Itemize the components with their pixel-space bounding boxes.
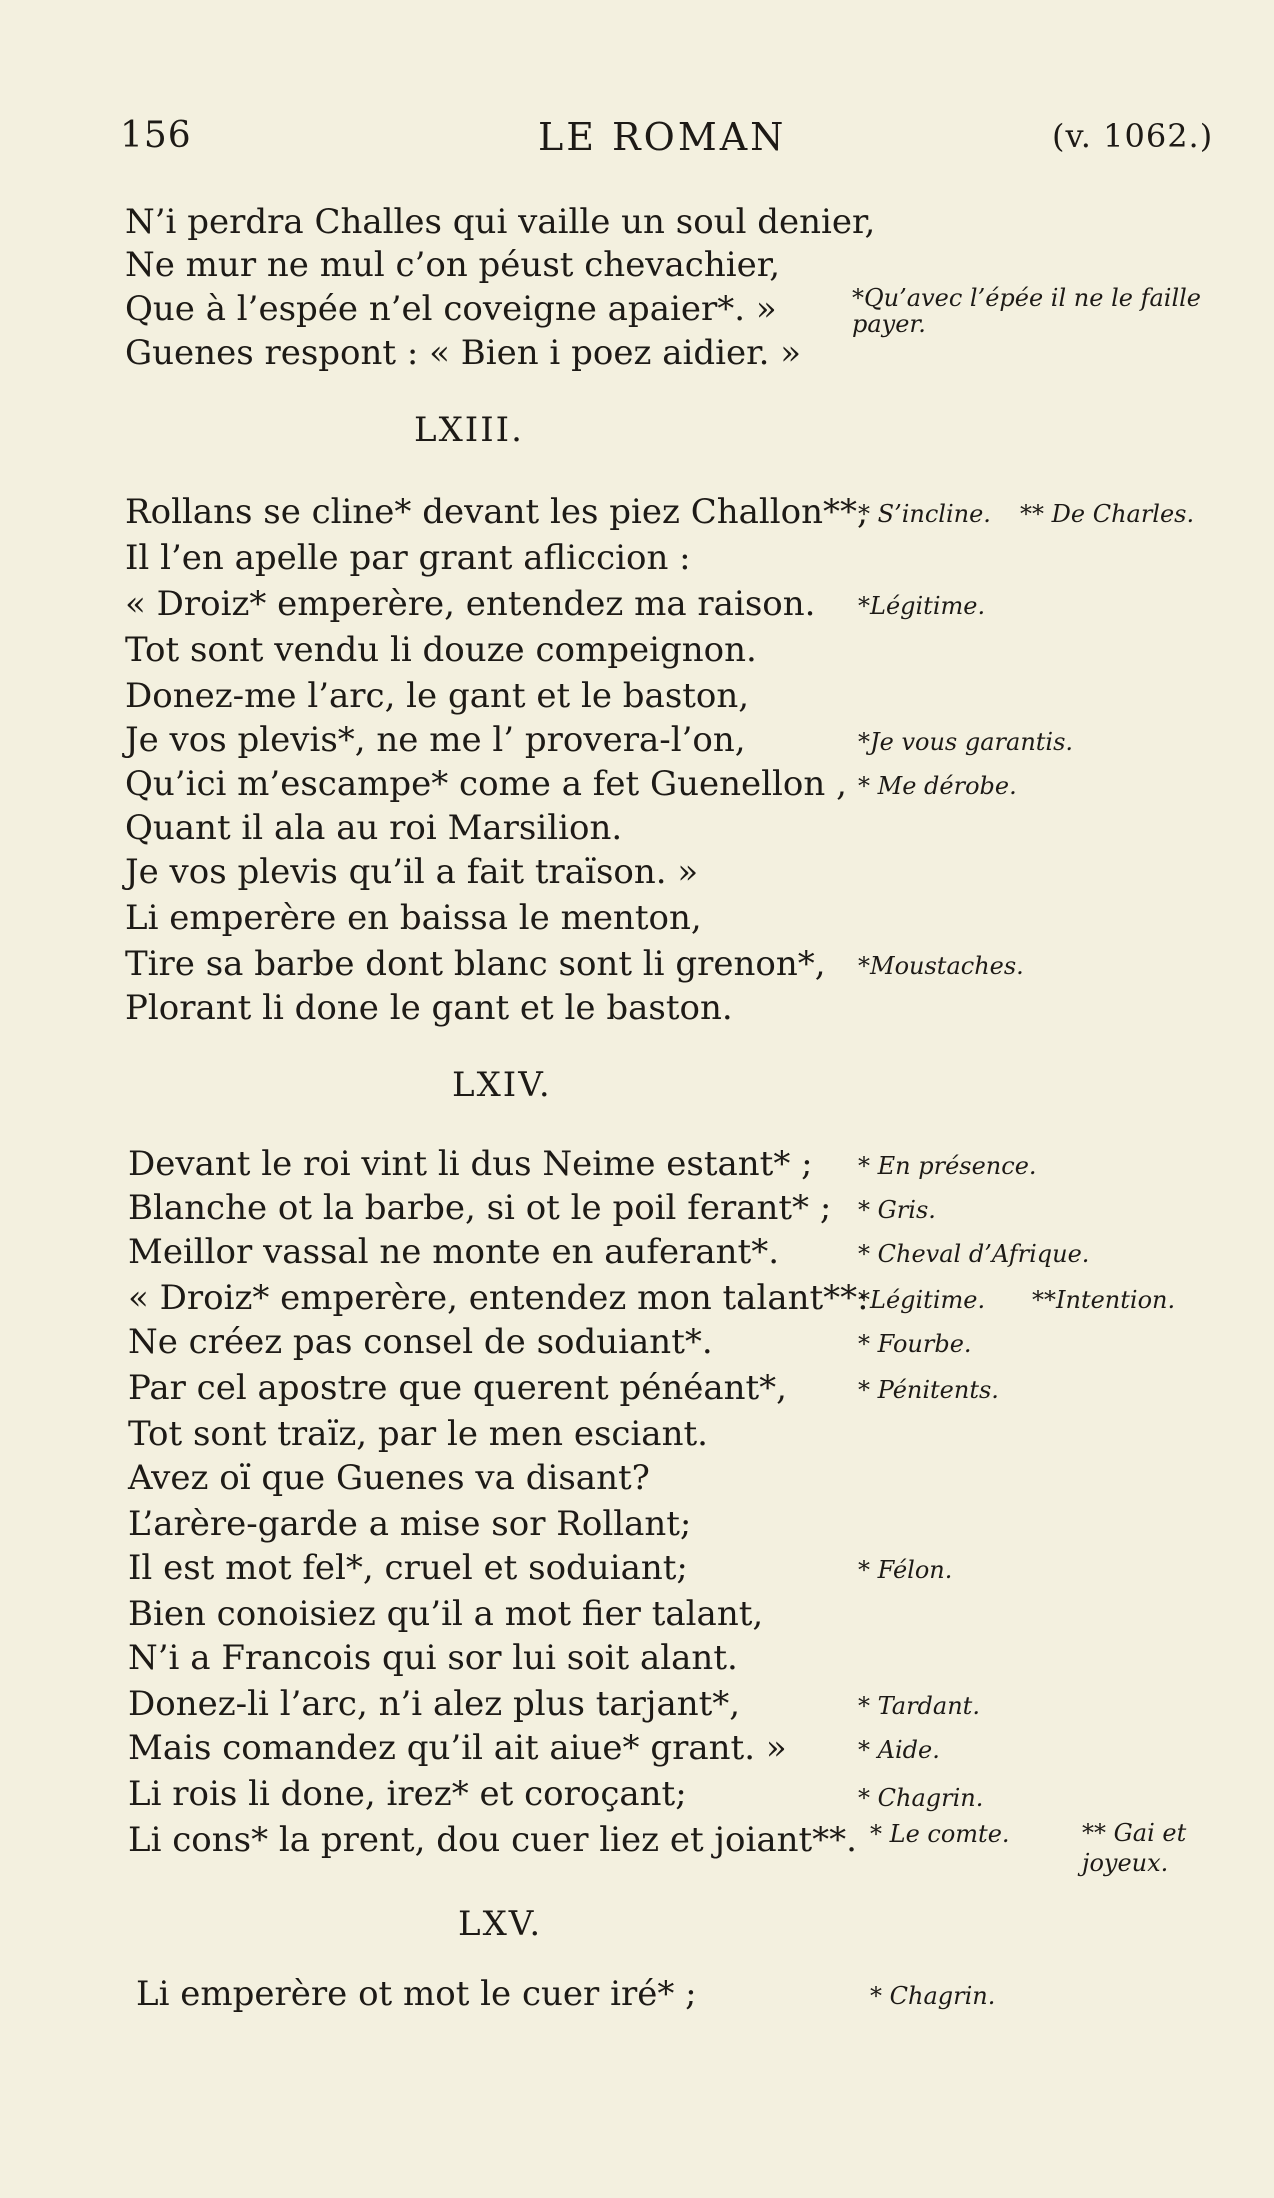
laisse-heading: LXIII.: [414, 410, 524, 450]
verse-line: [0, 1320, 1274, 1364]
verse-line: [0, 490, 1274, 534]
gloss-note: *Moustaches.: [858, 952, 1024, 980]
gloss-note: * S’incline.: [858, 500, 991, 528]
gloss-note: ** Gai et joyeux.: [1082, 1819, 1187, 1877]
verse-text: Il l’en apelle par grant afliccion :: [125, 538, 691, 578]
gloss-note: * Fourbe.: [858, 1330, 972, 1358]
verse-text: Blanche ot la barbe, si ot le poil ferant* ;: [128, 1188, 832, 1228]
verse-text: Mais comandez qu’il ait aiue* grant. »: [128, 1728, 787, 1768]
verse-text: Ne créez pas consel de soduiant*.: [128, 1322, 713, 1362]
verse-text: N’i a Francois qui sor lui soit alant.: [128, 1638, 738, 1678]
verse-text: Rollans se cline* devant les piez Challon**,: [125, 492, 868, 532]
gloss-note: * Pénitents.: [858, 1376, 999, 1404]
verse-line: [0, 628, 1274, 672]
verse-reference: (v. 1062.): [1052, 117, 1214, 155]
verse-text: Il est mot fel*, cruel et soduiant;: [128, 1548, 688, 1588]
verse-text: Je vos plevis*, ne me l’ provera-l’on,: [125, 720, 746, 760]
verse-line: [0, 1456, 1274, 1500]
verse-line: [0, 200, 1274, 244]
verse-line: [0, 896, 1274, 940]
verse-line: [0, 1546, 1274, 1590]
page-header: [0, 115, 1274, 175]
verse-line: [0, 1502, 1274, 1546]
verse-text: Par cel apostre que querent pénéant*,: [128, 1368, 787, 1408]
verse-line: [0, 986, 1274, 1030]
verse-text: Ne mur ne mul c’on péust chevachier,: [125, 245, 781, 285]
verse-text: Li cons* la prent, dou cuer liez et joiant**.: [128, 1820, 857, 1860]
verse-line: [0, 1592, 1274, 1636]
verse-line: [0, 762, 1274, 806]
verse-text: Donez-me l’arc, le gant et le baston,: [125, 676, 750, 716]
verse-line: [0, 1276, 1274, 1320]
gloss-note: * Le comte.: [870, 1820, 1010, 1848]
verse-text: Donez-li l’arc, n’i alez plus tarjant*,: [128, 1684, 741, 1724]
verse-text: Tire sa barbe dont blanc sont li grenon*,: [125, 944, 826, 984]
page-number: 156: [120, 115, 192, 156]
verse-line: [0, 1636, 1274, 1680]
verse-text: N’i perdra Challes qui vaille un soul denier,: [125, 202, 876, 242]
verse-line: [0, 1726, 1274, 1770]
verse-text: « Droiz* emperère, entendez ma raison.: [125, 584, 816, 624]
running-title: LE ROMAN: [538, 115, 787, 159]
verse-line: [0, 284, 1274, 338]
gloss-note: * Chagrin.: [858, 1784, 984, 1812]
verse-line: [0, 331, 1274, 375]
verse-text: Li emperère ot mot le cuer iré* ;: [136, 1974, 697, 2014]
verse-text: Je vos plevis qu’il a fait traïson. »: [125, 852, 699, 892]
gloss-note: *Qu’avec l’épée il ne le faille payer.: [852, 284, 1202, 338]
gloss-note: * Tardant.: [858, 1692, 980, 1720]
verse-text: Que à l’espée n’el coveigne apaier*. »: [125, 289, 777, 329]
verse-text: Devant le roi vint li dus Neime estant* ;: [128, 1144, 813, 1184]
gloss-note: * Félon.: [858, 1556, 953, 1584]
gloss-note: * Aide.: [858, 1736, 940, 1764]
verse-line: [0, 536, 1274, 580]
gloss-note: * Chagrin.: [870, 1982, 996, 2010]
verse-text: Quant il ala au roi Marsilion.: [125, 808, 623, 848]
verse-text: Plorant li done le gant et le baston.: [125, 988, 733, 1028]
verse-text: Guenes respont : « Bien i poez aidier. »: [125, 333, 802, 373]
verse-line: [0, 718, 1274, 762]
verse-line: [0, 1186, 1274, 1230]
verse-line: [0, 1412, 1274, 1456]
gloss-note: **Intention.: [1032, 1286, 1176, 1314]
verse-line: [0, 942, 1274, 986]
verse-line: [0, 1230, 1274, 1274]
verse-text: L’arère-garde a mise sor Rollant;: [128, 1504, 692, 1544]
verse-line: [0, 1682, 1274, 1726]
verse-text: « Droiz* emperère, entendez mon talant**:: [128, 1278, 869, 1318]
gloss-note: *Légitime.: [858, 592, 986, 620]
verse-text: Tot sont vendu li douze compeignon.: [125, 630, 757, 670]
verse-line: [0, 674, 1274, 718]
verse-line: [0, 582, 1274, 626]
verse-text: Li emperère en baissa le menton,: [125, 898, 702, 938]
gloss-note: *Je vous garantis.: [858, 728, 1074, 756]
verse-text: Qu’ici m’escampe* come a fet Guenellon ,: [125, 764, 847, 804]
verse-line: [0, 1818, 1274, 1877]
verse-text: Avez oï que Guenes va disant?: [128, 1458, 650, 1498]
verse-line: [0, 1142, 1274, 1186]
verse-line: [0, 243, 1274, 287]
gloss-note: * En présence.: [858, 1152, 1037, 1180]
laisse-heading: LXV.: [458, 1904, 543, 1944]
gloss-note: *Légitime.: [858, 1286, 986, 1314]
verse-text: Meillor vassal ne monte en auferant*.: [128, 1232, 780, 1272]
verse-text: Tot sont traïz, par le men esciant.: [128, 1414, 708, 1454]
verse-line: [0, 1366, 1274, 1410]
verse-line: [0, 1972, 1274, 2016]
verse-text: Li rois li done, irez* et coroçant;: [128, 1774, 687, 1814]
verse-line: [0, 850, 1274, 894]
laisse-heading: LXIV.: [452, 1065, 552, 1105]
verse-line: [0, 806, 1274, 850]
gloss-note: ** De Charles.: [1020, 500, 1195, 528]
verse-text: Bien conoisiez qu’il a mot fier talant,: [128, 1594, 764, 1634]
gloss-note: * Cheval d’Afrique.: [858, 1240, 1090, 1268]
gloss-note: * Me dérobe.: [858, 772, 1017, 800]
gloss-note: * Gris.: [858, 1196, 936, 1224]
verse-line: [0, 1772, 1274, 1816]
